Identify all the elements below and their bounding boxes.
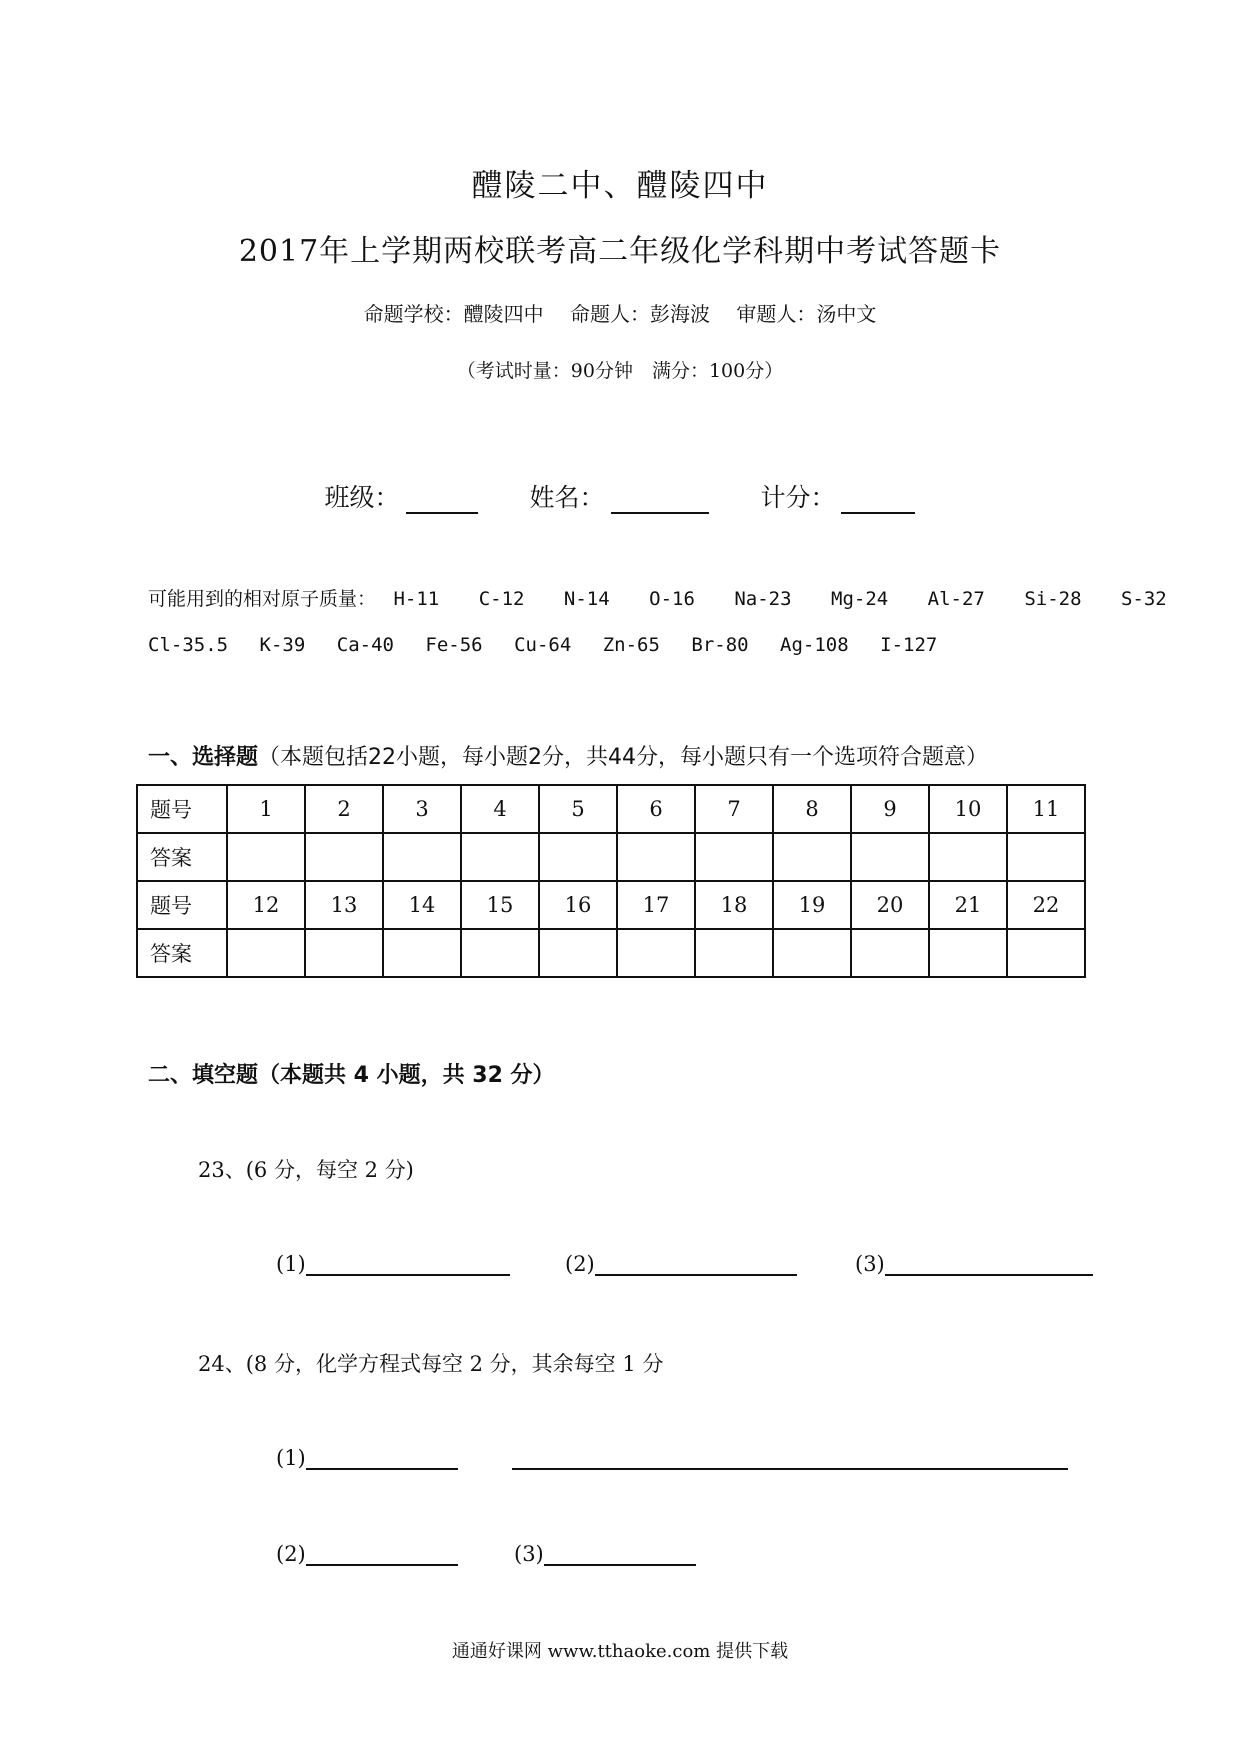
q24-blank-3-line[interactable]	[544, 1540, 696, 1566]
question-number: 15	[461, 881, 539, 929]
answer-cell[interactable]	[773, 929, 851, 977]
answer-cell[interactable]	[383, 833, 461, 881]
question-number: 4	[461, 785, 539, 833]
q23-blank-2-line[interactable]	[595, 1250, 797, 1276]
question-number: 17	[617, 881, 695, 929]
question-number: 3	[383, 785, 461, 833]
question-number-header: 题号	[137, 785, 227, 833]
section1-title-bold: 一、选择题	[148, 745, 259, 770]
setter: 命题人：彭海波	[570, 302, 710, 326]
answer-cell[interactable]	[929, 833, 1007, 881]
mass-item: Ag-108	[780, 634, 849, 656]
question-23-title: 23、(6 分，每空 2 分)	[198, 1158, 414, 1182]
answer-header: 答案	[137, 833, 227, 881]
mass-item: C-12	[478, 588, 525, 610]
score-label: 计分：	[760, 483, 836, 512]
answer-cell[interactable]	[617, 833, 695, 881]
question-24-title: 24、(8 分，化学方程式每空 2 分，其余每空 1 分	[198, 1352, 664, 1376]
name-blank[interactable]	[611, 486, 709, 514]
question-number: 1	[227, 785, 305, 833]
q23-blank-3	[855, 1250, 1093, 1276]
score-blank[interactable]	[841, 486, 915, 514]
answer-cell[interactable]	[851, 833, 929, 881]
q24-equation-blank	[512, 1444, 1068, 1470]
student-info	[0, 478, 1240, 514]
section1-title-note: （本题包括22小题，每小题2分，共44分，每小题只有一个选项符合题意）	[258, 745, 989, 770]
question-number: 10	[929, 785, 1007, 833]
question-number: 12	[227, 881, 305, 929]
mass-item: Mg-24	[831, 588, 889, 610]
answer-cell[interactable]	[695, 929, 773, 977]
question-number: 9	[851, 785, 929, 833]
q23-blank-1	[276, 1250, 510, 1276]
q24-blank-3	[514, 1540, 696, 1566]
question-number: 20	[851, 881, 929, 929]
answer-cell[interactable]	[305, 929, 383, 977]
mass-item: Cl-35.5	[148, 634, 229, 656]
reviewer: 审题人：汤中文	[736, 302, 877, 326]
section1-title	[148, 740, 988, 771]
q23-blank-3-label: (3)	[855, 1252, 885, 1276]
mass-item: Cu-64	[514, 634, 572, 656]
question-number: 21	[929, 881, 1007, 929]
answer-cell[interactable]	[695, 833, 773, 881]
question-number: 2	[305, 785, 383, 833]
exam-authors	[0, 298, 1240, 327]
answer-row	[137, 833, 1085, 881]
answer-cell[interactable]	[773, 833, 851, 881]
class-blank[interactable]	[406, 486, 478, 514]
mass-item: I-127	[880, 634, 938, 656]
question-number: 22	[1007, 881, 1085, 929]
answer-cell[interactable]	[1007, 833, 1085, 881]
question-number: 11	[1007, 785, 1085, 833]
q23-blank-1-line[interactable]	[306, 1250, 510, 1276]
mass-item: Si-28	[1024, 588, 1082, 610]
question-number: 14	[383, 881, 461, 929]
q24-equation-line[interactable]	[512, 1444, 1068, 1470]
mass-item: S-32	[1120, 588, 1167, 610]
mass-item: Br-80	[691, 634, 749, 656]
question-number: 6	[617, 785, 695, 833]
question-number: 7	[695, 785, 773, 833]
atomic-masses-row2	[148, 634, 937, 656]
q23-blank-3-line[interactable]	[885, 1250, 1093, 1276]
answer-cell[interactable]	[539, 929, 617, 977]
mass-item: O-16	[649, 588, 695, 610]
q24-blank-2	[276, 1540, 458, 1566]
q24-blank-2-label: (2)	[276, 1542, 306, 1566]
q23-blank-2-label: (2)	[565, 1252, 595, 1276]
question-number: 18	[695, 881, 773, 929]
answer-header: 答案	[137, 929, 227, 977]
name-field	[529, 478, 708, 514]
answer-cell[interactable]	[929, 929, 1007, 977]
mass-item: H-11	[393, 588, 440, 610]
atomic-masses-row1	[148, 584, 1167, 611]
answer-cell[interactable]	[539, 833, 617, 881]
q23-blank-1-label: (1)	[276, 1252, 306, 1276]
q24-blank-1-line[interactable]	[306, 1444, 458, 1470]
school-title: 醴陵二中、醴陵四中	[471, 168, 769, 204]
answer-cell[interactable]	[383, 929, 461, 977]
atomic-masses-label: 可能用到的相对原子质量：	[148, 588, 377, 610]
q24-blank-1-label: (1)	[276, 1446, 306, 1470]
answer-cell[interactable]	[305, 833, 383, 881]
name-label: 姓名：	[529, 483, 605, 512]
mass-item: Zn-65	[602, 634, 660, 656]
footer-credit: 通通好课网 www.tthaoke.com 提供下载	[451, 1641, 789, 1662]
score-field	[760, 478, 915, 514]
answer-row	[137, 929, 1085, 977]
question-number: 8	[773, 785, 851, 833]
question-number-row	[137, 881, 1085, 929]
exam-duration: （考试时量：90分钟 满分：100分）	[456, 360, 784, 382]
q23-blank-2	[565, 1250, 797, 1276]
q24-blank-1	[276, 1444, 458, 1470]
exam-title: 2017年上学期两校联考高二年级化学科期中考试答题卡	[238, 234, 1002, 269]
question-number: 16	[539, 881, 617, 929]
question-number-row	[137, 785, 1085, 833]
answer-cell[interactable]	[227, 929, 305, 977]
mass-item: Fe-56	[425, 634, 483, 656]
answer-cell[interactable]	[1007, 929, 1085, 977]
answer-table	[136, 784, 1086, 978]
question-number: 13	[305, 881, 383, 929]
setter-school: 命题学校：醴陵四中	[363, 302, 544, 326]
answer-cell[interactable]	[461, 929, 539, 977]
class-field	[325, 478, 478, 514]
answer-cell[interactable]	[851, 929, 929, 977]
answer-cell[interactable]	[227, 833, 305, 881]
mass-item: Na-23	[734, 588, 792, 610]
section2-title: 二、填空题（本题共 4 小题，共 32 分）	[148, 1063, 555, 1088]
question-number: 5	[539, 785, 617, 833]
q24-blank-3-label: (3)	[514, 1542, 544, 1566]
question-number: 19	[773, 881, 851, 929]
answer-cell[interactable]	[461, 833, 539, 881]
mass-item: K-39	[259, 634, 306, 656]
mass-item: Al-27	[927, 588, 985, 610]
q24-blank-2-line[interactable]	[306, 1540, 458, 1566]
question-number-header: 题号	[137, 881, 227, 929]
class-label: 班级：	[324, 483, 400, 512]
answer-cell[interactable]	[617, 929, 695, 977]
mass-item: Ca-40	[336, 634, 394, 656]
mass-item: N-14	[563, 588, 610, 610]
